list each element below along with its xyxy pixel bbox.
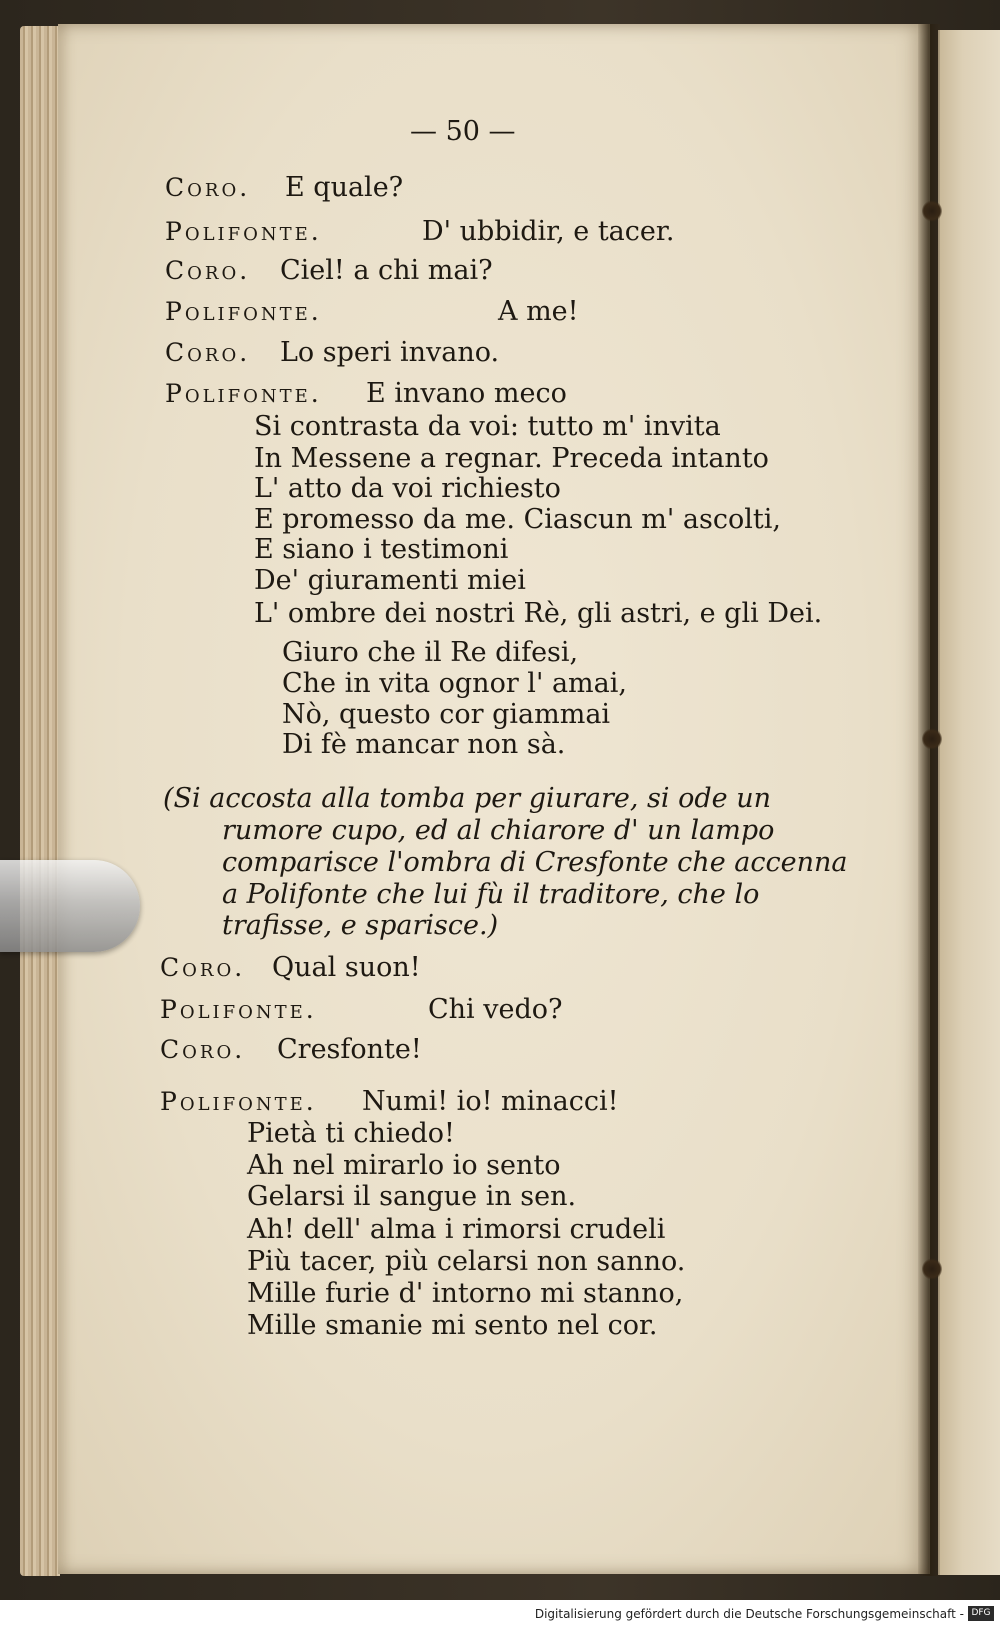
- verse-line: Di fè mancar non sà.: [282, 729, 566, 760]
- speaker-name: Polifonte.: [165, 297, 322, 326]
- dialogue-line: E quale?: [285, 172, 404, 203]
- dialogue-line: E invano meco: [366, 378, 567, 409]
- funding-credit: Digitalisierung gefördert durch die Deutsche Forschungsgemeinschaft -: [534, 1607, 964, 1621]
- dialogue-line: Lo speri invano.: [280, 337, 500, 368]
- speech-line: E siano i testimoni: [254, 534, 509, 565]
- speech-line: In Messene a regnar. Preceda intanto: [254, 443, 769, 474]
- verse-line: Che in vita ognor l' amai,: [282, 668, 627, 699]
- speaker-name: Polifonte.: [160, 1087, 317, 1116]
- dialogue-line: Ciel! a chi mai?: [280, 255, 493, 286]
- stage-direction-line: rumore cupo, ed al chiarore d' un lampo: [222, 815, 775, 846]
- dialogue-line: D' ubbidir, e tacer.: [422, 216, 675, 247]
- speech-line: Ah nel mirarlo io sento: [247, 1150, 561, 1181]
- dialogue-line: A me!: [498, 296, 579, 327]
- speaker-name: Coro.: [160, 1035, 246, 1064]
- dialogue-line: Qual suon!: [272, 952, 421, 983]
- speaker-name: Coro.: [165, 173, 251, 202]
- speech-line: Pietà ti chiedo!: [247, 1118, 455, 1149]
- speaker-name: Polifonte.: [165, 379, 322, 408]
- stage-direction-line: (Si accosta alla tomba per giurare, si ode un: [163, 783, 772, 814]
- speaker-name: Polifonte.: [165, 217, 322, 246]
- speech-line: L' ombre dei nostri Rè, gli astri, e gli Dei.: [254, 598, 823, 629]
- speaker-name: Coro.: [165, 256, 251, 285]
- speech-line: Ah! dell' alma i rimorsi crudeli: [247, 1214, 666, 1245]
- dfg-logo: DFG: [968, 1606, 994, 1621]
- verse-line: Giuro che il Re difesi,: [282, 637, 579, 668]
- page-number: — 50 —: [410, 116, 516, 147]
- stage-direction-line: trafisse, e sparisce.): [222, 910, 499, 941]
- speech-line: Mille furie d' intorno mi stanno,: [247, 1278, 684, 1309]
- speech-line: Gelarsi il sangue in sen.: [247, 1181, 577, 1212]
- stage-direction-line: comparisce l'ombra di Cresfonte che accenna: [222, 847, 848, 878]
- speech-line: Si contrasta da voi: tutto m' invita: [254, 411, 721, 442]
- dialogue-line: Chi vedo?: [428, 994, 563, 1025]
- speech-line: L' atto da voi richiesto: [254, 473, 561, 504]
- dialogue-line: Numi! io! minacci!: [362, 1086, 619, 1117]
- speech-line: Più tacer, più celarsi non sanno.: [247, 1246, 686, 1277]
- speaker-name: Coro.: [165, 338, 251, 367]
- stage-direction-line: a Polifonte che lui fù il traditore, che lo: [222, 879, 760, 910]
- dialogue-line: Cresfonte!: [277, 1034, 422, 1065]
- speaker-name: Polifonte.: [160, 995, 317, 1024]
- verse-line: Nò, questo cor giammai: [282, 699, 611, 730]
- speech-line: De' giuramenti miei: [254, 565, 526, 596]
- speaker-name: Coro.: [160, 953, 246, 982]
- digitization-footer: [0, 1600, 1000, 1627]
- speech-line: Mille smanie mi sento nel cor.: [247, 1310, 658, 1341]
- speech-line: E promesso da me. Ciascun m' ascolti,: [254, 504, 781, 535]
